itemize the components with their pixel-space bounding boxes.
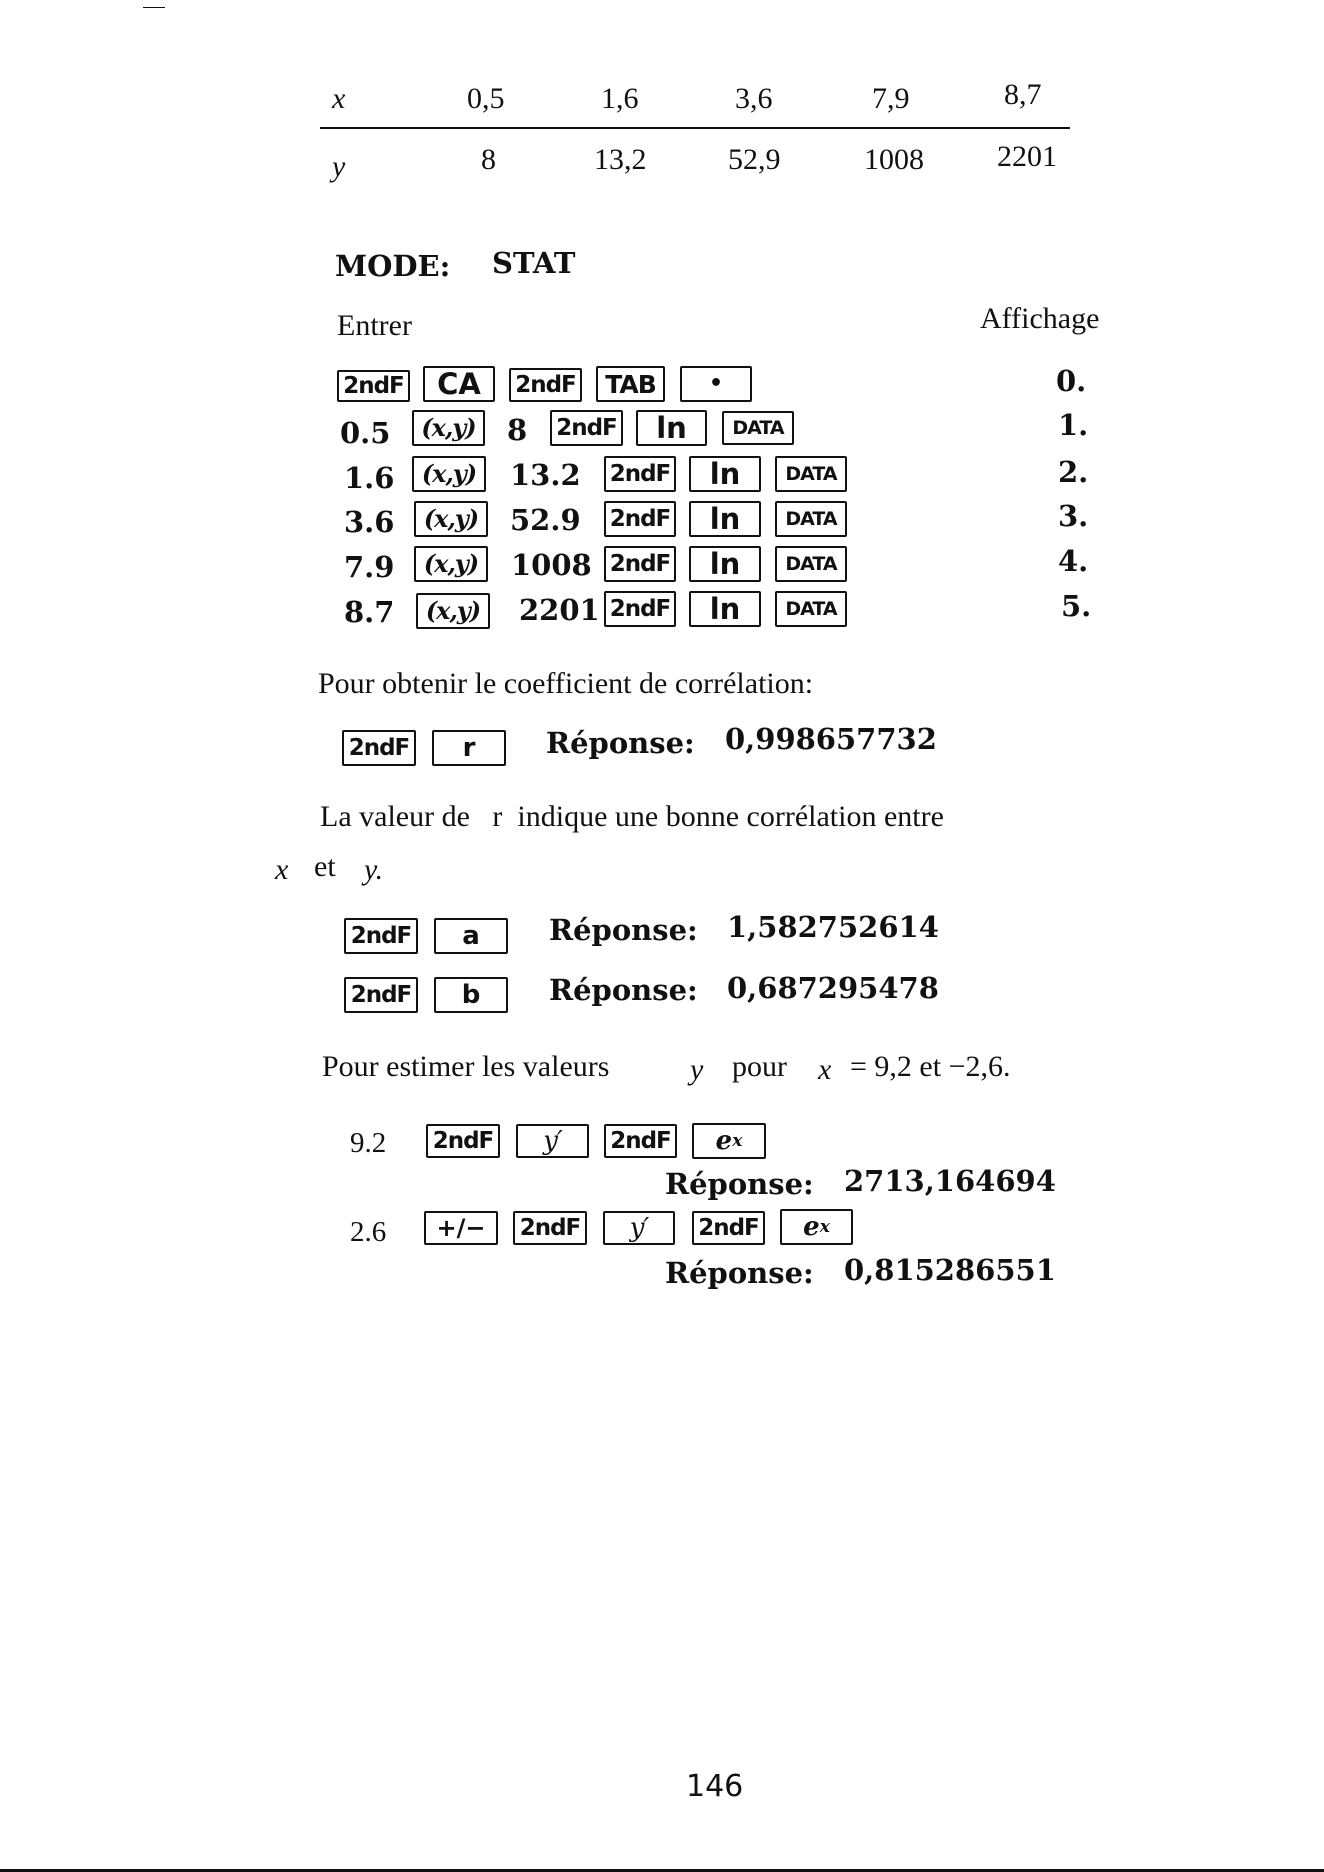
key-2ndf: 2ndF — [509, 368, 582, 402]
key-r: r — [432, 730, 506, 766]
row-y-input: 8 — [507, 413, 528, 447]
correlation-note-et: et — [314, 850, 336, 883]
reponse-label: Réponse: — [549, 913, 698, 947]
b-answer: 0,687295478 — [727, 971, 939, 1005]
table-x-value: 1,6 — [601, 82, 639, 115]
key-decimal-point: • — [680, 366, 752, 402]
table-y-value: 8 — [481, 143, 496, 176]
key-2ndf: 2ndF — [513, 1211, 587, 1245]
key-xy: (x,y) — [412, 410, 485, 446]
correlation-note-line1: La valeur de r indique une bonne corrélation entre — [320, 800, 944, 833]
row-x-input: 1.6 — [344, 461, 395, 495]
estimate-intro-y: y — [690, 1053, 704, 1086]
table-x-value: 0,5 — [467, 82, 505, 115]
display-value: 2. — [1058, 455, 1089, 489]
estimate-input: 9.2 — [350, 1127, 387, 1159]
display-header: Affichage — [980, 302, 1100, 335]
table-x-value: 8,7 — [1004, 78, 1042, 111]
row-y-input: 1008 — [511, 548, 592, 582]
key-data: DATA — [775, 456, 847, 492]
row-x-input: 8.7 — [344, 595, 395, 629]
e-base: e — [715, 1126, 733, 1156]
key-ln: ln — [689, 591, 761, 627]
corner-mark — [143, 7, 165, 8]
key-plus-minus: +/− — [424, 1211, 498, 1245]
key-2ndf: 2ndF — [604, 546, 676, 582]
display-value: 0. — [1056, 364, 1087, 398]
a-answer: 1,582752614 — [727, 910, 939, 944]
correlation-note-x: x — [275, 853, 289, 886]
reponse-label: Réponse: — [665, 1167, 814, 1201]
table-y-value: 52,9 — [728, 143, 781, 176]
key-ln: ln — [689, 546, 761, 582]
key-e-power-x — [780, 1209, 853, 1245]
estimate-intro-text: Pour estimer les valeurs — [322, 1050, 610, 1083]
key-y-prime: y′ — [516, 1124, 589, 1158]
key-2ndf: 2ndF — [604, 456, 676, 492]
display-value: 5. — [1061, 589, 1092, 623]
key-e-power-x — [692, 1123, 766, 1159]
key-2ndf: 2ndF — [426, 1124, 500, 1158]
estimate-intro-x: x — [818, 1053, 832, 1086]
key-2ndf: 2ndF — [344, 918, 418, 954]
estimate2-answer: 0,815286551 — [844, 1253, 1056, 1287]
key-b: b — [434, 977, 508, 1013]
reponse-label: Réponse: — [546, 726, 695, 760]
e-base: e — [803, 1212, 820, 1242]
key-a: a — [434, 918, 508, 954]
row-y-input: 13.2 — [510, 458, 581, 492]
key-xy: (x,y) — [414, 501, 488, 537]
key-xy: (x,y) — [414, 546, 488, 582]
key-ln: ln — [689, 501, 761, 537]
key-2ndf: 2ndF — [604, 501, 676, 537]
key-data: DATA — [722, 411, 794, 445]
table-y-value: 13,2 — [594, 143, 647, 176]
key-2ndf: 2ndF — [692, 1211, 765, 1245]
estimate-intro-values: = 9,2 et −2,6. — [850, 1050, 1011, 1083]
e-exponent: x — [732, 1130, 743, 1151]
page-number: 146 — [686, 1769, 744, 1804]
key-xy: (x,y) — [416, 593, 490, 629]
key-data: DATA — [775, 546, 847, 582]
key-2ndf: 2ndF — [604, 1124, 677, 1158]
row-x-input: 3.6 — [344, 505, 395, 539]
display-value: 4. — [1058, 544, 1089, 578]
key-tab: TAB — [596, 366, 665, 402]
table-x-label: x — [332, 82, 346, 115]
correlation-note-y: y. — [364, 853, 384, 886]
estimate1-answer: 2713,164694 — [844, 1164, 1056, 1198]
row-x-input: 0.5 — [340, 416, 391, 450]
key-data: DATA — [775, 501, 847, 537]
key-2ndf: 2ndF — [342, 730, 416, 766]
r-answer: 0,998657732 — [725, 722, 937, 756]
table-divider — [320, 127, 1070, 129]
row-y-input: 2201 — [519, 593, 600, 627]
key-y-prime: y′ — [603, 1211, 675, 1245]
display-value: 3. — [1058, 499, 1089, 533]
row-x-input: 7.9 — [344, 550, 395, 584]
mode-label: MODE: — [335, 249, 451, 283]
table-x-value: 3,6 — [735, 82, 773, 115]
estimate-input: 2.6 — [350, 1216, 387, 1248]
table-y-value: 1008 — [864, 143, 924, 176]
row-y-input: 52.9 — [510, 503, 581, 537]
key-2ndf: 2ndF — [550, 410, 623, 446]
table-x-value: 7,9 — [872, 82, 910, 115]
enter-header: Entrer — [337, 309, 412, 342]
mode-value: STAT — [492, 246, 576, 280]
correlation-intro: Pour obtenir le coefficient de corrélation: — [318, 667, 814, 700]
reponse-label: Réponse: — [665, 1256, 814, 1290]
e-exponent: x — [819, 1216, 830, 1237]
key-2ndf: 2ndF — [604, 591, 676, 627]
key-2ndf: 2ndF — [337, 370, 410, 402]
display-value: 1. — [1058, 408, 1089, 442]
key-xy: (x,y) — [412, 456, 486, 492]
table-y-label: y — [332, 150, 346, 183]
key-ln: ln — [636, 410, 707, 446]
key-ln: ln — [689, 456, 761, 492]
key-data: DATA — [775, 591, 847, 627]
table-y-value: 2201 — [997, 140, 1057, 173]
key-ca: CA — [423, 366, 495, 402]
key-2ndf: 2ndF — [344, 977, 418, 1013]
reponse-label: Réponse: — [549, 973, 698, 1007]
estimate-intro-pour: pour — [732, 1050, 787, 1083]
